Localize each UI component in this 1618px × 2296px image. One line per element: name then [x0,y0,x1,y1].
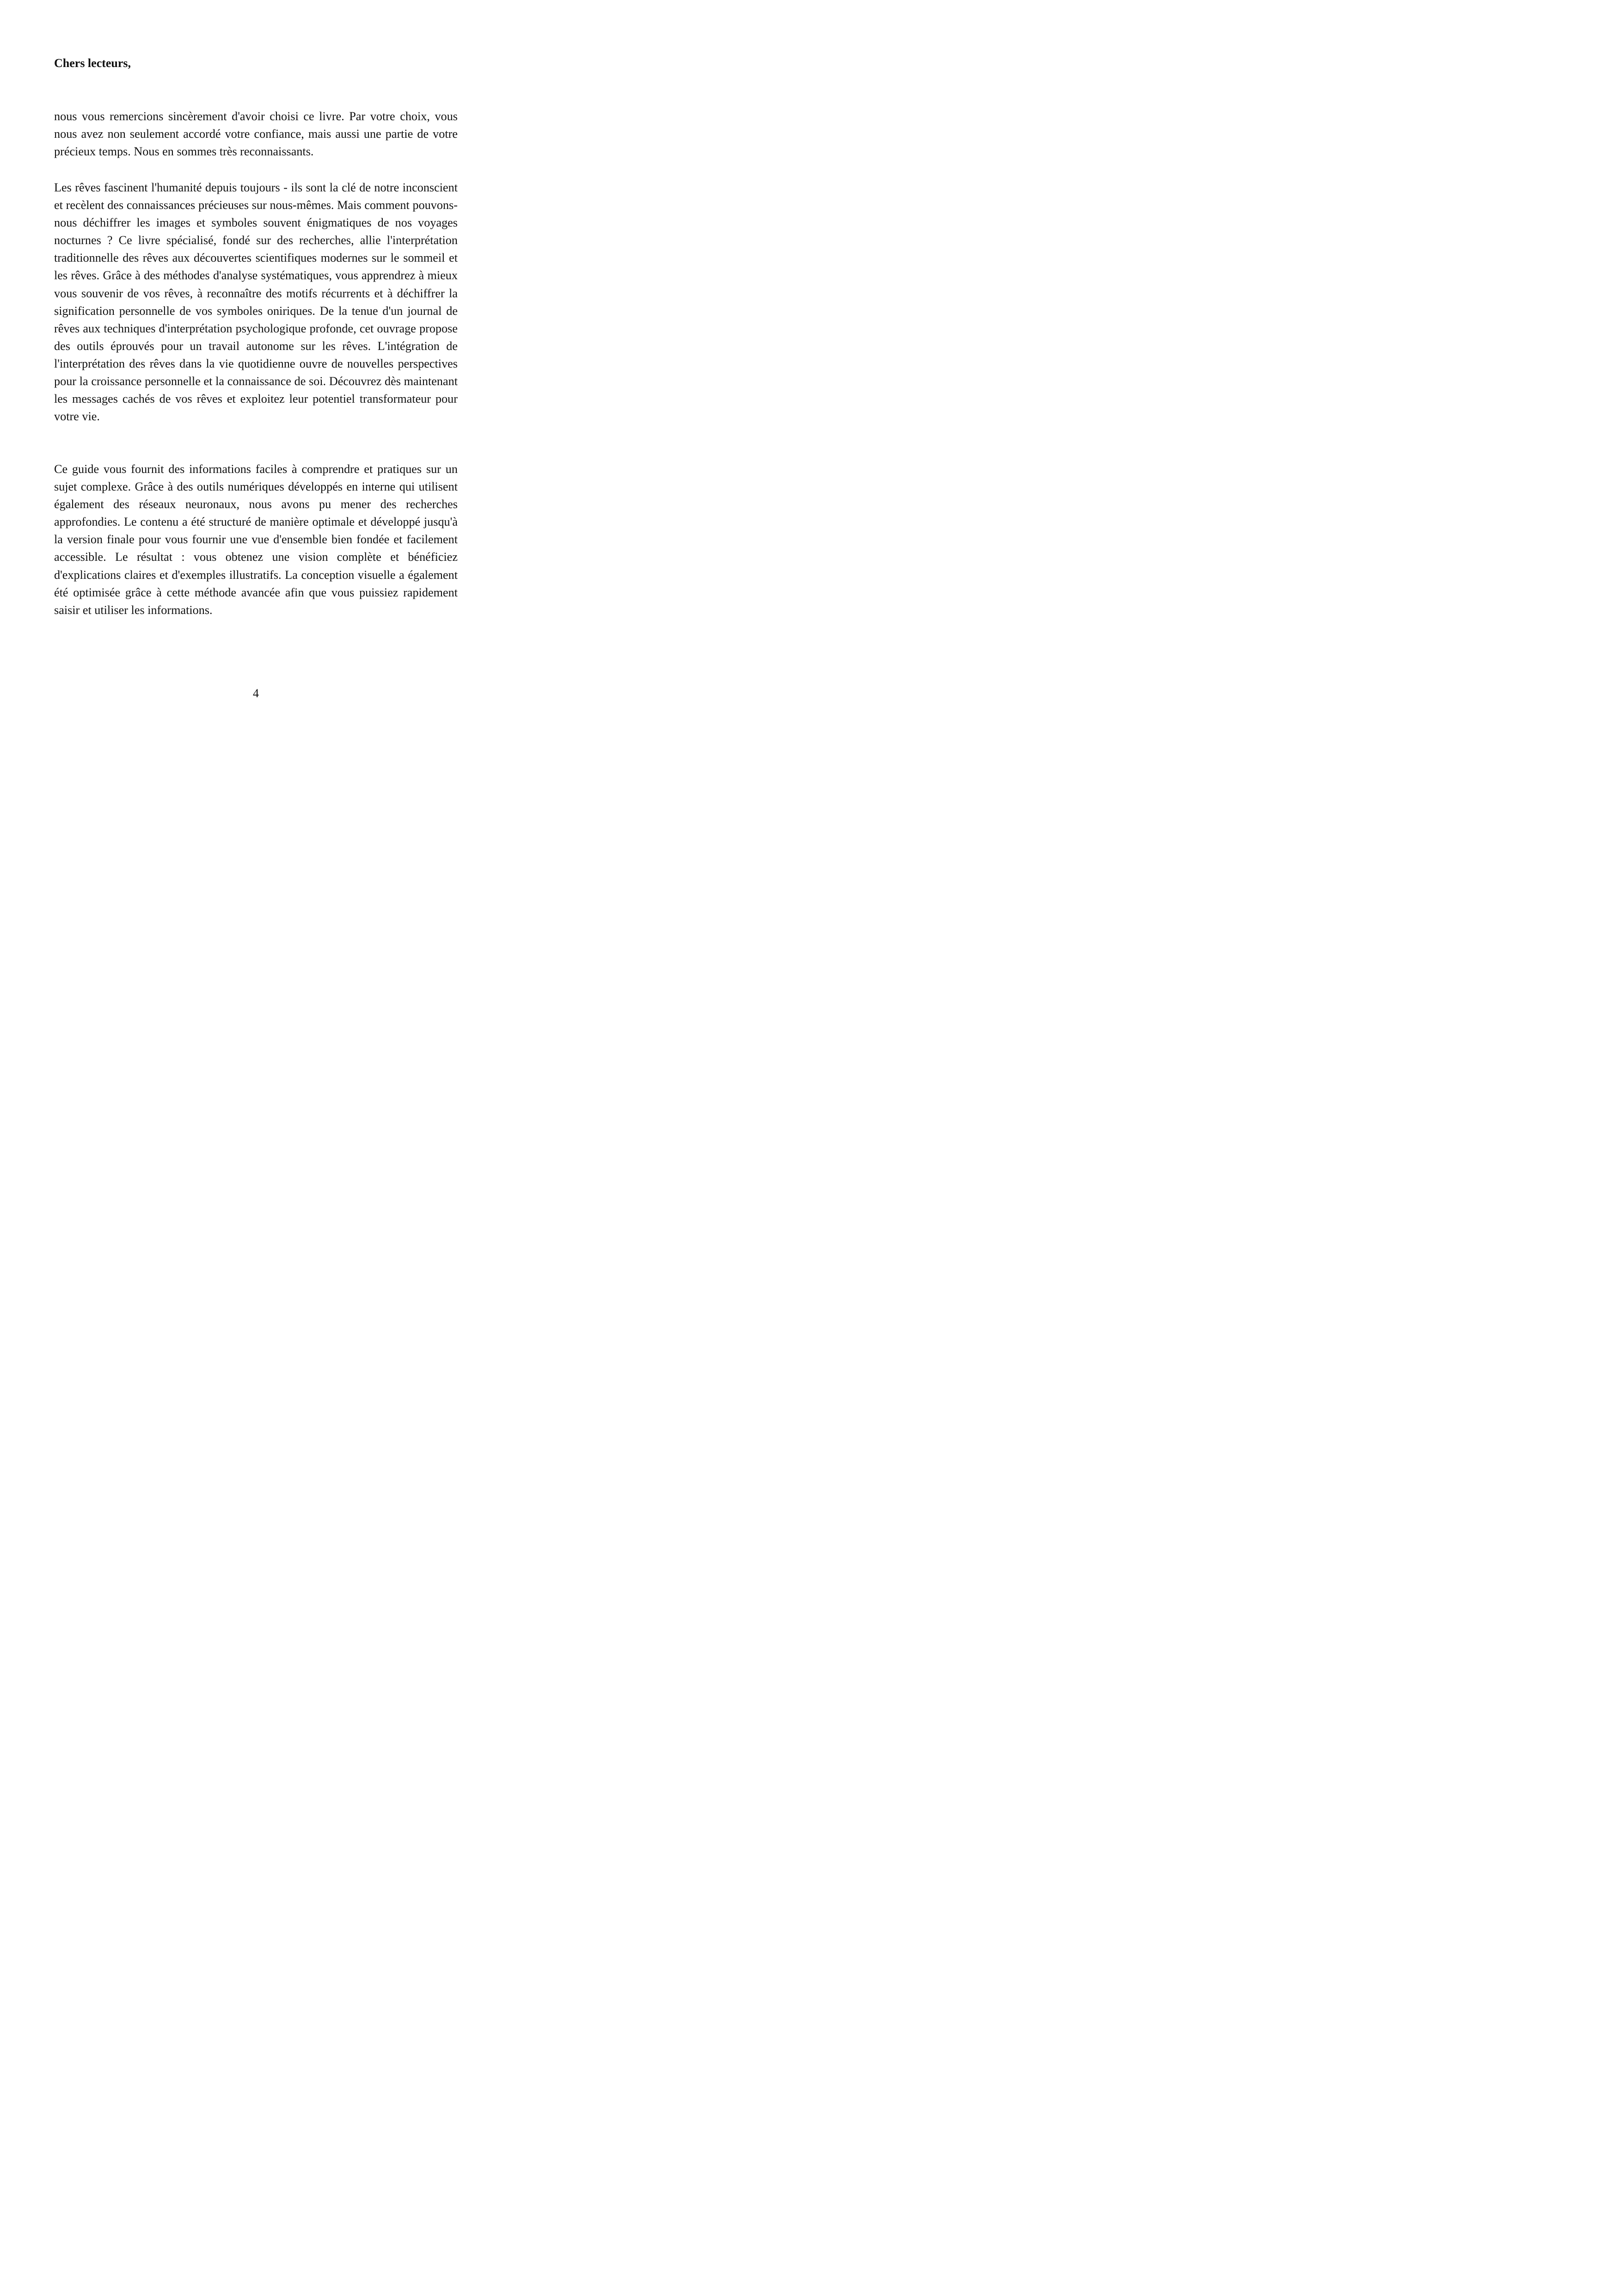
paragraph-thanks: nous vous remercions sincèrement d'avoir choisi ce livre. Par votre choix, vous nous avez non seulement accordé votre confiance, mais aussi une partie de votre précieux temps. Nous en sommes très reconnaissants. [54,110,458,159]
salutation-heading: Chers lecteurs, [54,56,131,70]
page-number: 4 [253,687,259,700]
document-page [0,0,512,726]
paragraph-dreams: Les rêves fascinent l'humanité depuis toujours - ils sont la clé de notre inconscient et recèlent des connaissances précieuses sur nous-mêmes. Mais comment pouvons-nous déchiffrer les images et symboles souvent énigmatiques de nos voyages nocturnes ? Ce livre spécialisé, fondé sur des recherches, allie l'interprétation traditionnelle des rêves aux découvertes scientifiques modernes sur le sommeil et les rêves. Grâce à des méthodes d'analyse systématiques, vous apprendrez à mieux vous souvenir de vos rêves, à reconnaître des motifs récurrents et à déchiffrer la signification personnelle de vos symboles oniriques. De la tenue d'un journal de rêves aux techniques d'interprétation psychologique profonde, cet ouvrage propose des outils éprouvés pour un travail autonome sur les rêves. L'intégration de l'interprétation des rêves dans la vie quotidienne ouvre de nouvelles perspectives pour la croissance personnelle et la connaissance de soi. Découvrez dès maintenant les messages cachés de vos rêves et exploitez leur potentiel transformateur pour votre vie. [54,181,458,424]
paragraph-guide: Ce guide vous fournit des informations faciles à comprendre et pratiques sur un sujet complexe. Grâce à des outils numériques développés en interne qui utilisent également des réseaux neuronaux, nous avons pu mener des recherches approfondies. Le contenu a été structuré de manière optimale et développé jusqu'à la version finale pour vous fournir une vue d'ensemble bien fondée et facilement accessible. Le résultat : vous obtenez une vision complète et bénéficiez d'explications claires et d'exemples illustratifs. La conception visuelle a également été optimisée grâce à cette méthode avancée afin que vous puissiez rapidement saisir et utiliser les informations. [54,462,458,617]
